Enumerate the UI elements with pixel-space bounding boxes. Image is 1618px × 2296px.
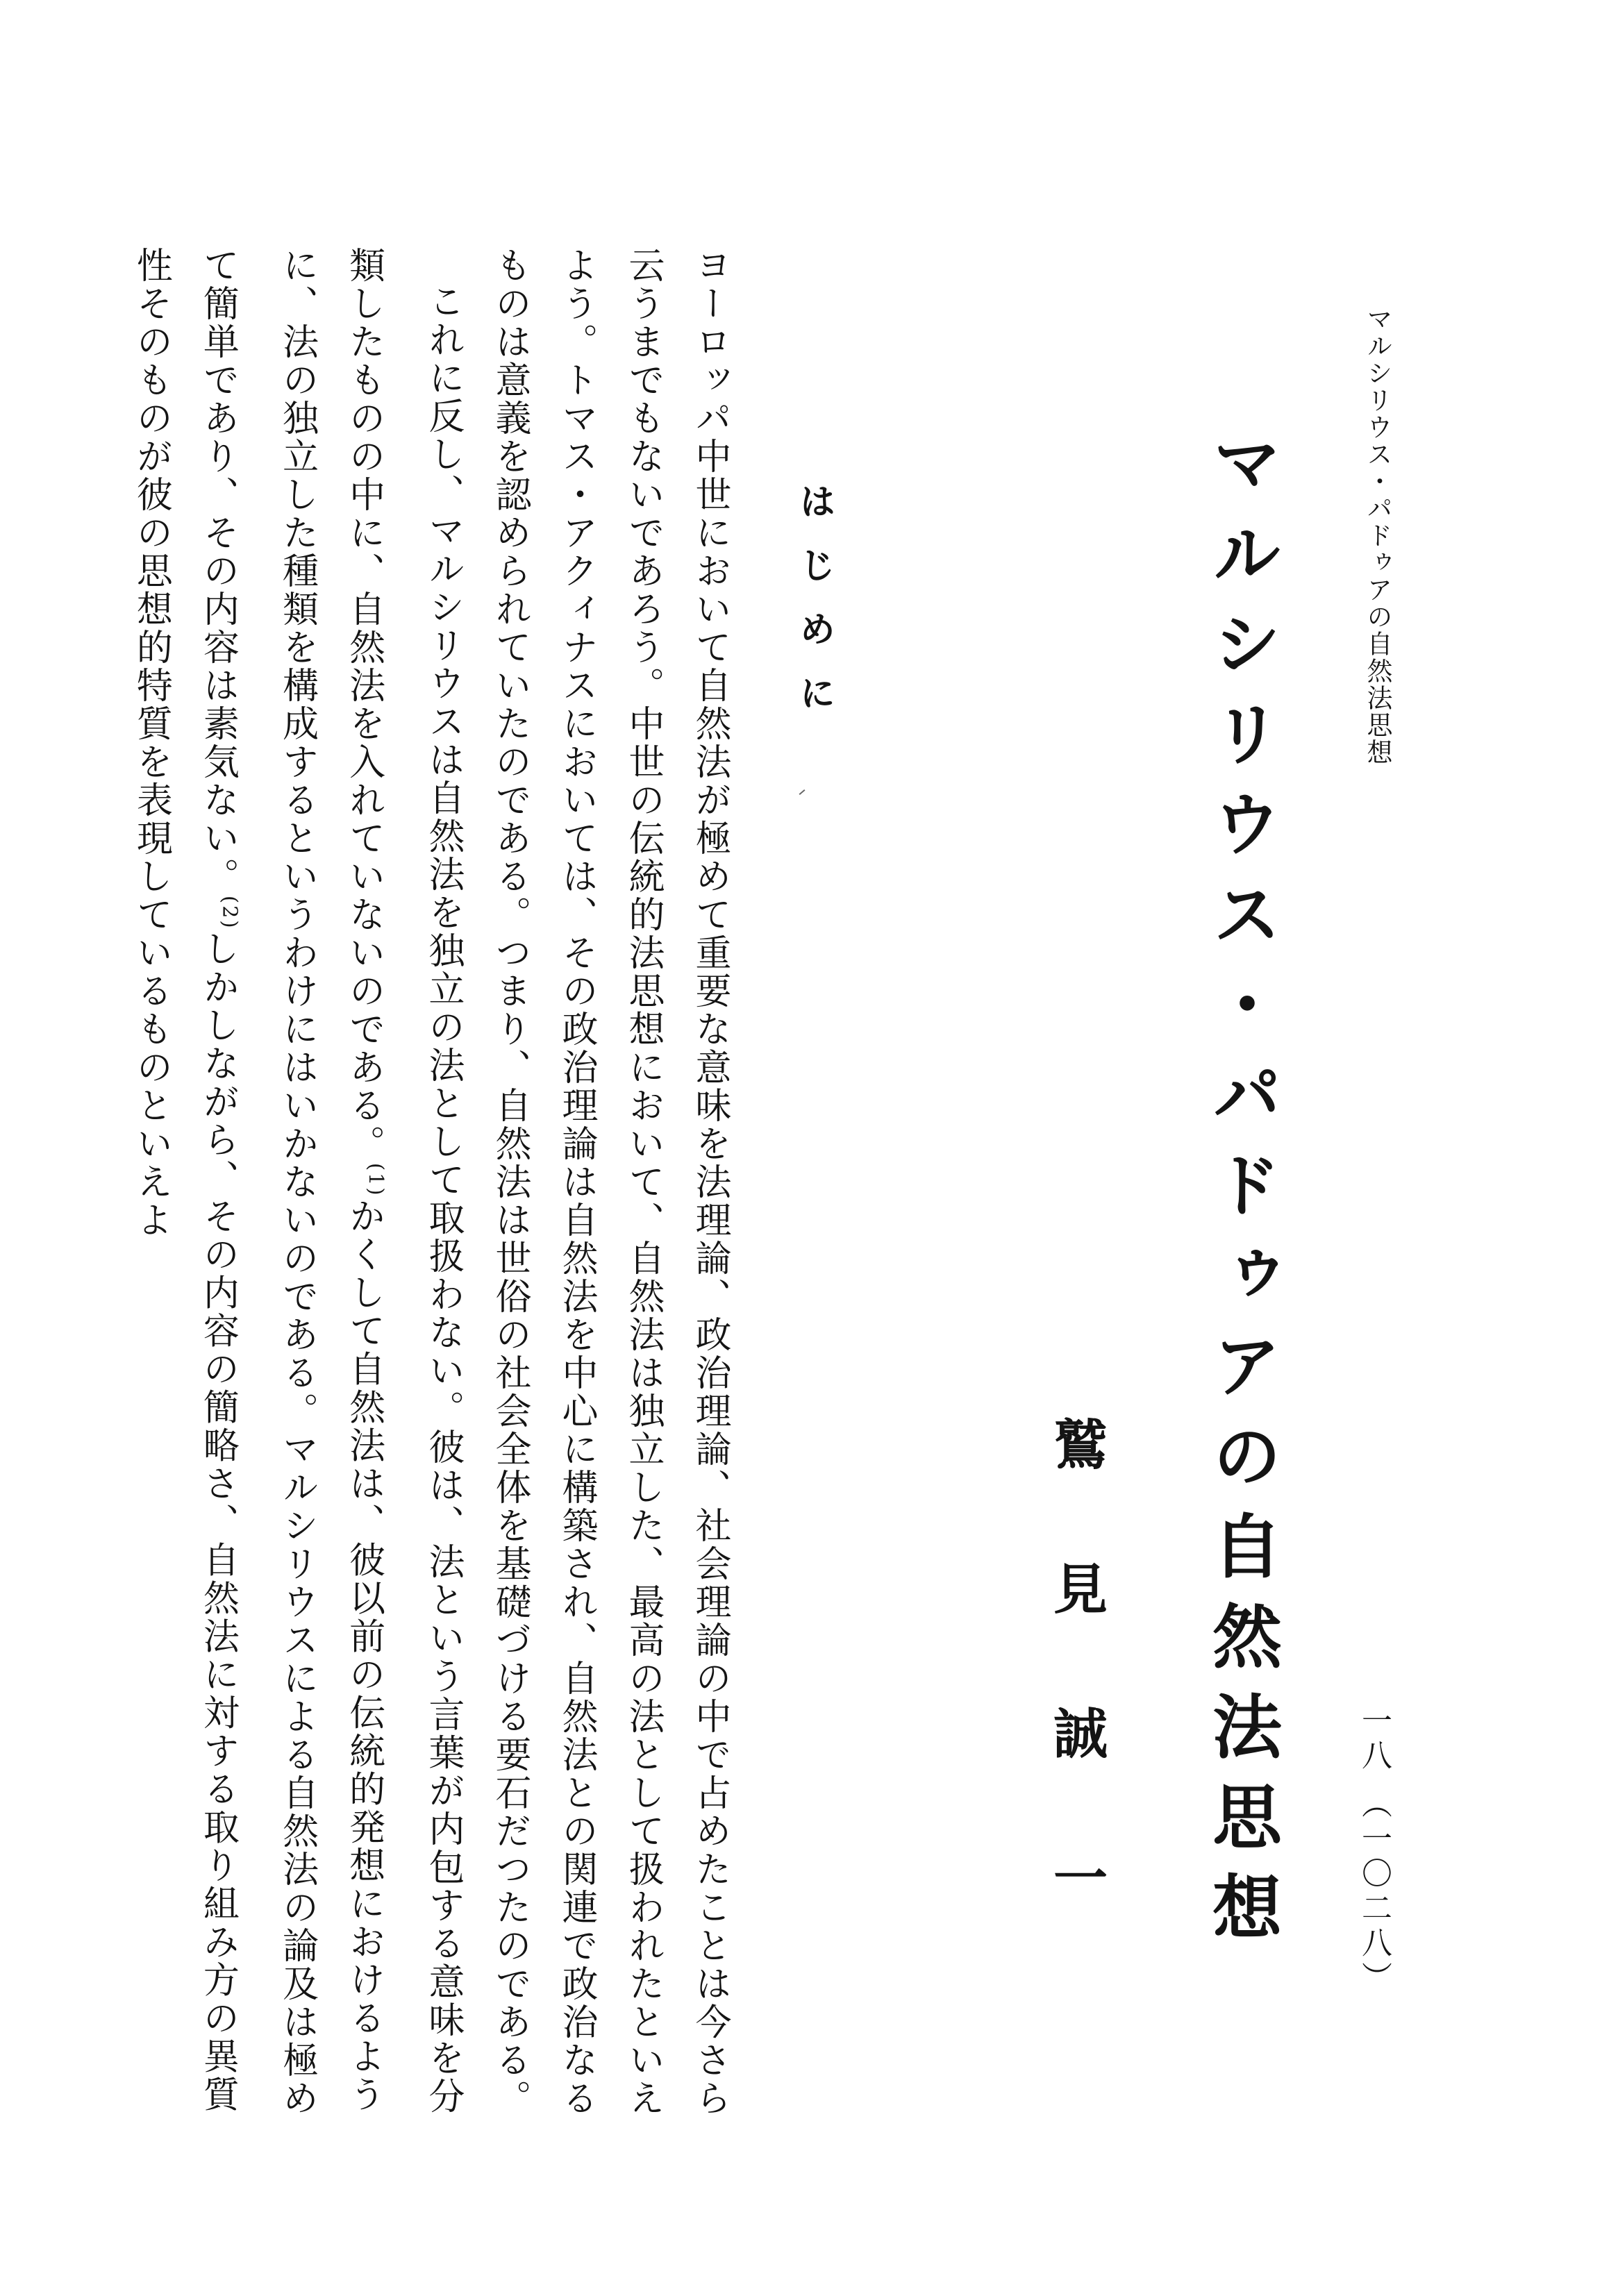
paragraph-2	[117, 246, 476, 2135]
article-title: マルシリウス・パドゥアの自然法思想	[1201, 427, 1283, 1961]
paragraph-2-part-2: かくして自然法は、彼以前の伝統的発想におけるように、法の独立した種類を構成するというわけにはいかないのである。マルシリウスによる自然法の論及は極めて簡単であり、その内容は素気ない。	[197, 246, 385, 2118]
body-text	[35, 246, 743, 2135]
stray-mark	[799, 789, 806, 795]
footnote-marker-1: (1)	[365, 1163, 388, 1198]
author-name: 鷲見誠一	[1044, 1416, 1108, 1994]
page-number: 一八 （一〇二八）	[1356, 1704, 1392, 1996]
paragraph-2-part-1: これに反し、マルシリウスは自然法を独立の法として取扱わない。彼は、法という言葉が内包する意味を分類したものの中に、自然法を入れていないのである。	[342, 246, 464, 2115]
running-head: マルシリウス・パドゥアの自然法思想	[1362, 305, 1392, 766]
paragraph-1: ヨーロッパ中世において自然法が極めて重要な意味を法理論、政治理論、社会理論の中で占めたことは今さら云うまでもないであろう。中世の伝統的法思想において、自然法は独立した、最高の法として扱われたといえよう。トマス・アクィナスにおいては、その政治理論は自然法を中心に構築され、自然法との関連で政治なるものは意義を認められていたのである。つまり、自然法は世俗の社会全体を基礎づける要石だつたのである。	[489, 246, 731, 2118]
footnote-marker-2: (2)	[218, 896, 242, 930]
section-heading: はじめに	[793, 483, 835, 738]
paragraph-2-part-3: しかしながら、その内容の簡略さ、自然法に対する取り組み方の異質性そのものが彼の思想的特質を表現しているものといえよ	[130, 246, 239, 2114]
